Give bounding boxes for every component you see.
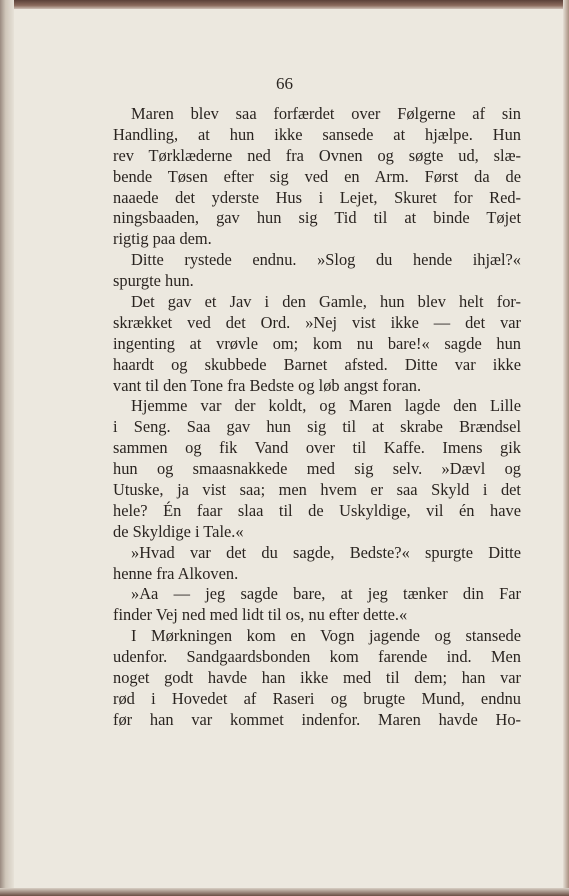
text-line: i Seng. Saa gav hun sig til at skrabe Brændsel <box>113 417 521 437</box>
text-line: hele? Én faar slaa til de Uskyldige, vil én have <box>113 500 521 520</box>
text-line: Ditte rystede endnu. »Slog du hende ihjæl?« <box>131 250 521 270</box>
text-line: spurgte hun. <box>113 271 194 291</box>
text-line: skrækket ved det Ord. »Nej vist ikke — det var <box>113 312 521 332</box>
text-line: »Hvad var det du sagde, Bedste?« spurgte Ditte <box>131 542 521 562</box>
text-line: udenfor. Sandgaardsbonden kom farende ind. Men <box>113 647 521 667</box>
text-line: naaede det yderste Hus i Lejet, Skuret for Red- <box>113 187 521 207</box>
page-binding-edge <box>0 0 14 896</box>
text-line: finder Vej ned med lidt til os, nu efter dette.« <box>113 605 408 625</box>
body-text <box>113 104 521 731</box>
text-line: vant til den Tone fra Bedste og løb angst foran. <box>113 375 422 395</box>
text-line: hun og smaasnakkede med sig selv. »Dævl og <box>113 459 521 479</box>
text-line: rev Tørklæderne ned fra Ovnen og søgte ud, slæ- <box>113 145 521 165</box>
text-line: sammen og fik Vand over til Kaffe. Imens gik <box>113 438 521 458</box>
page-bottom-edge <box>0 888 569 896</box>
text-line: Hjemme var der koldt, og Maren lagde den Lille <box>131 396 521 416</box>
text-line: ingenting at vrøvle om; kom nu bare!« sagde hun <box>113 333 521 353</box>
page-top-edge <box>0 0 569 9</box>
text-line: rød i Hovedet af Raseri og brugte Mund, endnu <box>113 688 521 708</box>
text-line: henne fra Alkoven. <box>113 563 239 583</box>
text-line: I Mørkningen kom en Vogn jagende og stansede <box>131 626 521 646</box>
text-line: rigtig paa dem. <box>113 229 212 249</box>
page-number: 66 <box>276 74 293 93</box>
text-line: haardt og skubbede Barnet afsted. Ditte var ikke <box>113 354 521 374</box>
text-line: ningsbaaden, gav hun sig Tid til at binde Tøjet <box>113 208 521 228</box>
text-line: »Aa — jeg sagde bare, at jeg tænker din Far <box>131 584 521 604</box>
text-line: noget godt havde han ikke med til dem; han var <box>113 668 521 688</box>
text-line: før han var kommet indenfor. Maren havde Ho- <box>113 709 521 729</box>
text-line: de Skyldige i Tale.« <box>113 521 244 541</box>
page-right-edge <box>563 0 569 896</box>
text-line: bende Tøsen efter sig ved en Arm. Først da de <box>113 166 521 186</box>
text-line: Det gav et Jav i den Gamle, hun blev helt for- <box>131 292 521 312</box>
text-line: Utuske, ja vist saa; men hvem er saa Skyld i det <box>113 480 521 500</box>
text-line: Handling, at hun ikke sansede at hjælpe. Hun <box>113 124 521 144</box>
text-line: Maren blev saa forfærdet over Følgerne af sin <box>131 104 521 123</box>
